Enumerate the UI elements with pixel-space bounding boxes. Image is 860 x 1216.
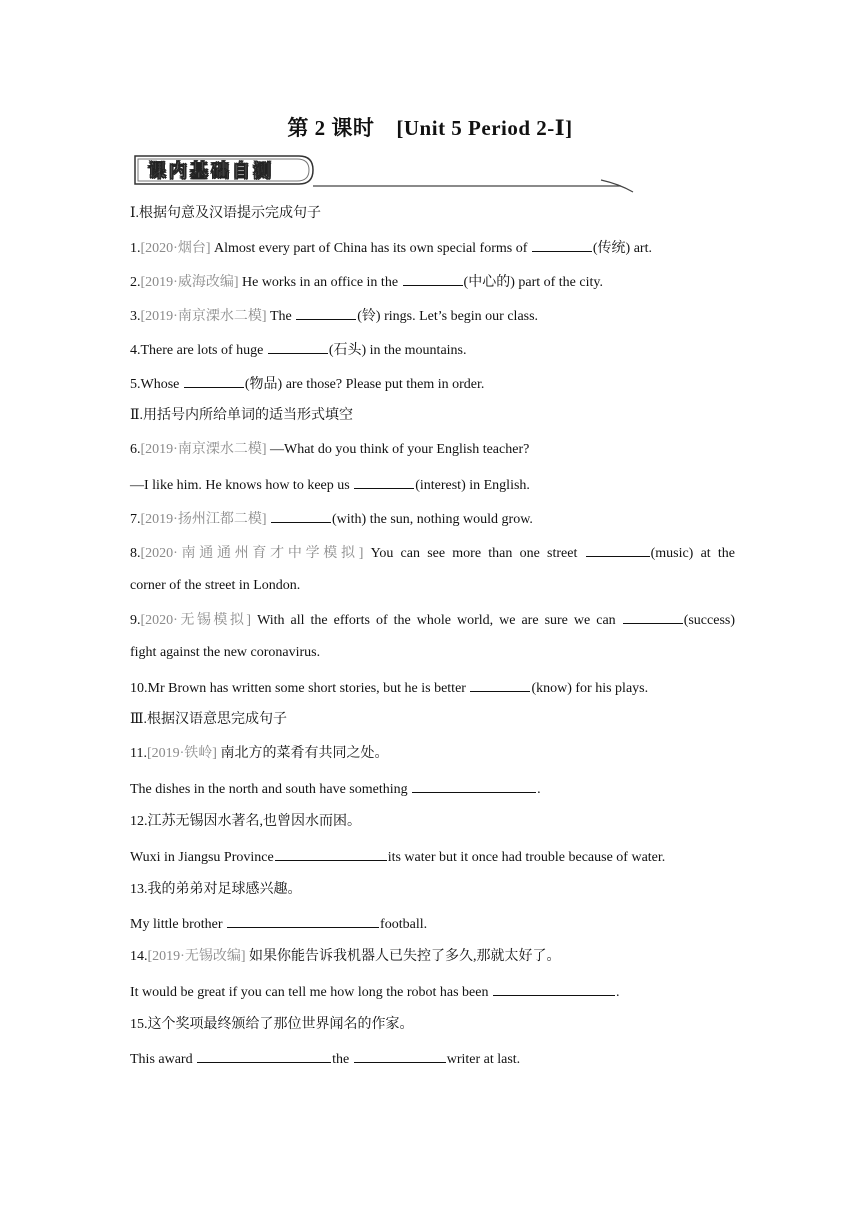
question-3: 3.[2019·南京溧水二模] The (铃) rings. Let’s begin our class. <box>130 305 538 327</box>
question-source: [2019·威海改编] <box>140 275 239 290</box>
question-7: 7.[2019·扬州江都二模] (with) the sun, nothing would grow. <box>130 508 533 530</box>
page-title <box>0 112 860 142</box>
answer-blank[interactable] <box>275 846 387 861</box>
answer-blank[interactable] <box>403 271 463 286</box>
question-source: [2019·无锡改编] <box>147 949 246 964</box>
section-3-heading: Ⅲ.根据汉语意思完成句子 <box>130 712 288 727</box>
title-lesson: 第 2 课时 <box>287 116 375 140</box>
question-8: 8.[2020·南通通州育才中学模拟] You can see more than one street (music) at the <box>130 542 735 564</box>
question-source: [2019·扬州江都二模] <box>140 512 267 527</box>
question-12-chinese: 12.江苏无锡因水著名,也曾因水而困。 <box>130 814 361 829</box>
answer-blank[interactable] <box>493 981 615 996</box>
question-11-english: The dishes in the north and south have something . <box>130 778 541 800</box>
answer-blank[interactable] <box>532 237 592 252</box>
question-9-cont: fight against the new coronavirus. <box>130 645 321 660</box>
question-6: 6.[2019·南京溧水二模] —What do you think of your English teacher? <box>130 442 530 457</box>
answer-blank[interactable] <box>227 913 379 928</box>
answer-blank[interactable] <box>197 1048 331 1063</box>
answer-blank[interactable] <box>354 474 414 489</box>
question-6-answer: —I like him. He knows how to keep us (interest) in English. <box>130 474 530 496</box>
section-1-heading: Ⅰ.根据句意及汉语提示完成句子 <box>130 206 322 221</box>
question-5: 5.Whose (物品) are those? Please put them in order. <box>130 373 484 395</box>
answer-blank[interactable] <box>184 373 244 388</box>
question-13-chinese: 13.我的弟弟对足球感兴趣。 <box>130 882 302 897</box>
answer-blank[interactable] <box>354 1048 446 1063</box>
answer-blank[interactable] <box>271 508 331 523</box>
answer-blank[interactable] <box>470 677 530 692</box>
question-13-english: My little brother football. <box>130 913 427 935</box>
question-source: [2019·南京溧水二模] <box>140 442 267 457</box>
answer-blank[interactable] <box>586 542 650 557</box>
question-11-chinese: 11.[2019·铁岭] 南北方的菜肴有共同之处。 <box>130 746 389 761</box>
question-15-english: This award the writer at last. <box>130 1048 520 1070</box>
question-9: 9.[2020·无锡模拟] With all the efforts of the whole world, we are sure we can (success) <box>130 609 735 631</box>
answer-blank[interactable] <box>296 305 356 320</box>
question-14-chinese: 14.[2019·无锡改编] 如果你能告诉我机器人已失控了多久,那就太好了。 <box>130 949 561 964</box>
title-unit: [Unit 5 Period 2-Ⅰ] <box>396 116 573 140</box>
answer-blank[interactable] <box>623 609 683 624</box>
question-15-chinese: 15.这个奖项最终颁给了那位世界闻名的作家。 <box>130 1017 414 1032</box>
banner-title: 课内基础自测 <box>148 161 274 182</box>
question-8-cont: corner of the street in London. <box>130 578 301 593</box>
question-14-english: It would be great if you can tell me how long the robot has been . <box>130 981 619 1003</box>
question-source: [2020·南通通州育才中学模拟] <box>140 546 364 561</box>
answer-blank[interactable] <box>412 778 536 793</box>
question-12-english: Wuxi in Jiangsu Province its water but it once had trouble because of water. <box>130 846 665 868</box>
answer-blank[interactable] <box>268 339 328 354</box>
question-10: 10.Mr Brown has written some short stories, but he is better (know) for his plays. <box>130 677 648 699</box>
question-2: 2.[2019·威海改编] He works in an office in the (中心的) part of the city. <box>130 271 603 293</box>
question-1: 1.[2020·烟台] Almost every part of China has its own special forms of (传统) art. <box>130 237 652 259</box>
question-source: [2019·铁岭] <box>146 746 217 761</box>
question-4: 4.There are lots of huge (石头) in the mountains. <box>130 339 467 361</box>
question-source: [2020·烟台] <box>140 241 211 256</box>
question-source: [2020·无锡模拟] <box>140 613 252 628</box>
section-2-heading: Ⅱ.用括号内所给单词的适当形式填空 <box>130 408 354 423</box>
question-source: [2019·南京溧水二模] <box>140 309 267 324</box>
